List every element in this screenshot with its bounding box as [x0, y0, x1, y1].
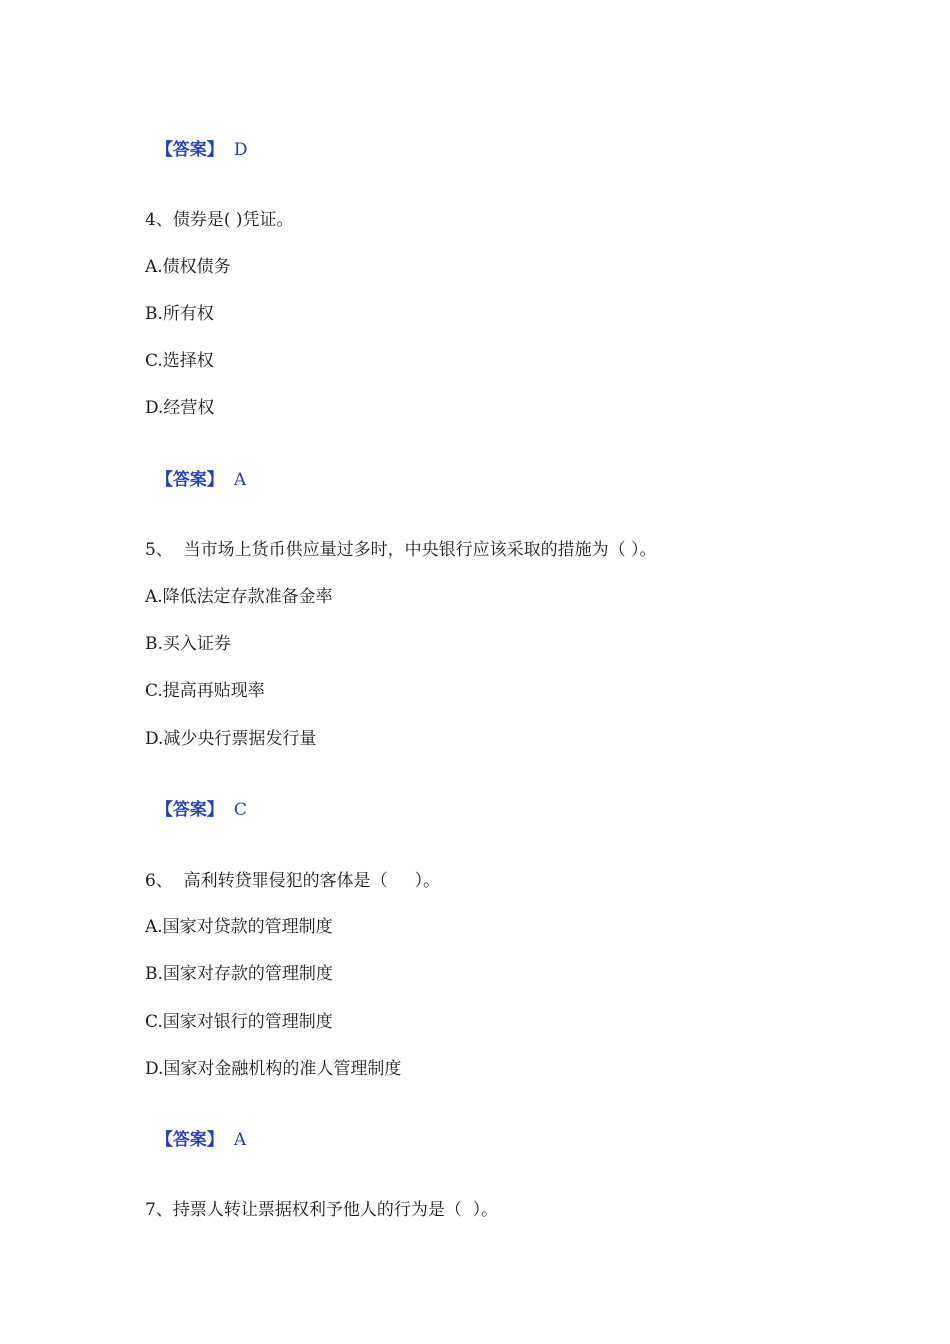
answer-label: 【答案】 [155, 470, 224, 490]
answer-q3 [145, 114, 247, 162]
answer-label: 【答案】 [155, 800, 224, 820]
answer-label: 【答案】 [155, 1130, 224, 1150]
option-5d: D.减少央行票据发行量 [145, 729, 317, 749]
option-5b: B.买入证券 [145, 634, 231, 654]
option-6c: C.国家对银行的管理制度 [145, 1012, 333, 1032]
option-4a: A.债权债务 [145, 257, 231, 277]
answer-q5 [145, 774, 247, 822]
option-4d: D.经营权 [145, 398, 215, 418]
option-6d: D.国家对金融机构的准人管理制度 [145, 1059, 402, 1079]
answer-value: C [233, 800, 247, 820]
answer-value: D [233, 140, 248, 160]
question-stem-5: 5、 当市场上货币供应量过多时，中央银行应该采取的措施为（ ）。 [145, 540, 657, 560]
option-6a: A.国家对贷款的管理制度 [145, 917, 333, 937]
answer-label: 【答案】 [155, 140, 224, 160]
question-stem-7: 7、持票人转让票据权利予他人的行为是（ ）。 [145, 1200, 499, 1220]
question-stem-4: 4、债券是( )凭证。 [145, 210, 294, 230]
option-4b: B.所有权 [145, 304, 214, 324]
option-5a: A.降低法定存款准备金率 [145, 587, 333, 607]
question-stem-6: 6、 高利转贷罪侵犯的客体是（ ）。 [145, 871, 441, 891]
answer-q4 [145, 444, 246, 492]
option-6b: B.国家对存款的管理制度 [145, 964, 333, 984]
answer-q6 [145, 1104, 246, 1152]
answer-value: A [233, 470, 247, 490]
answer-value: A [233, 1130, 247, 1150]
option-5c: C.提高再贴现率 [145, 681, 265, 701]
option-4c: C.选择权 [145, 351, 214, 371]
